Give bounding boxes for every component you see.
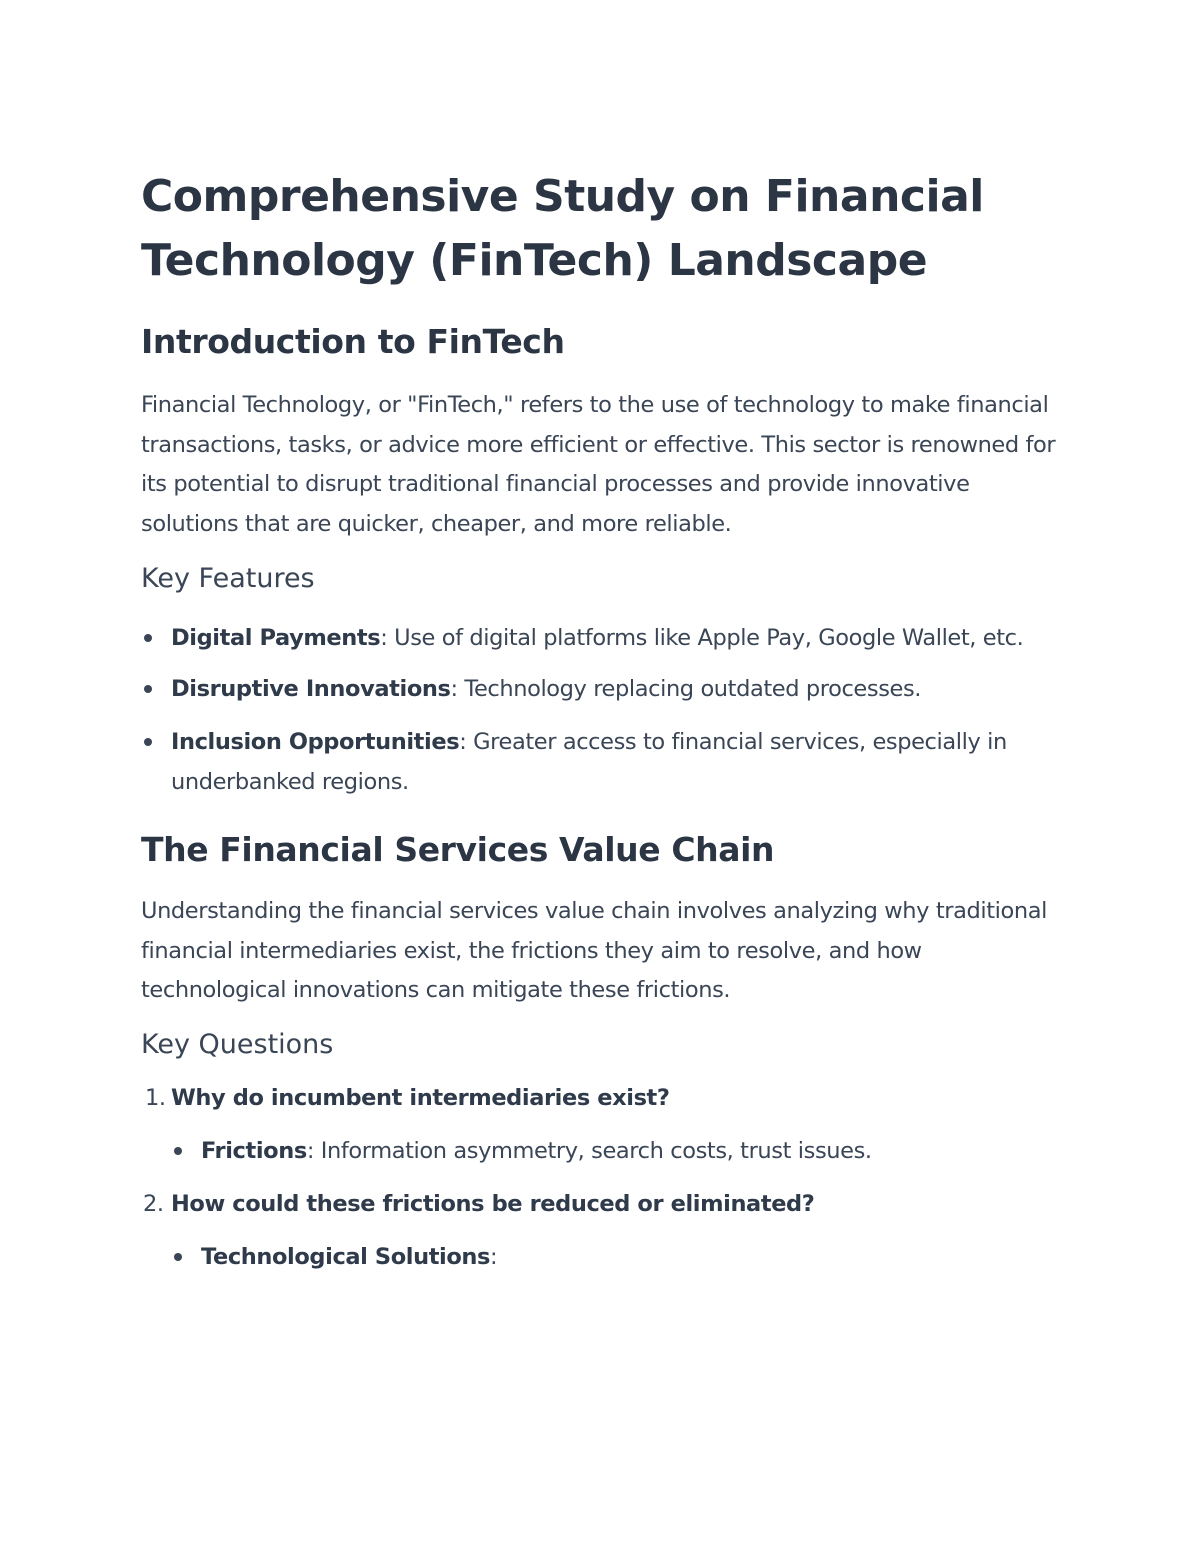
list-item	[141, 723, 1056, 802]
document-title: Comprehensive Study on Financial Technology (FinTech) Landscape	[141, 171, 984, 286]
subsection-heading-key-questions: Key Questions	[141, 1028, 334, 1060]
question-text: Why do incumbent intermediaries exist?	[171, 1084, 670, 1111]
question-item	[141, 1185, 1056, 1225]
subsection-heading-key-features: Key Features	[141, 563, 315, 594]
bullet-icon	[144, 634, 152, 642]
bullet-icon	[144, 738, 152, 746]
key-features-list	[141, 619, 1056, 802]
intro-paragraph: Financial Technology, or "FinTech," refers to the use of technology to make financial transactions, tasks, or advice more efficient or effective. This sector is renowned for its potential to disrupt traditional financial processes and provide innovative solutions that are quicker, cheaper, and more reliable.	[141, 392, 1056, 537]
feature-term: Digital Payments	[171, 625, 381, 651]
document-page	[141, 165, 1056, 1278]
section-heading-value-chain: The Financial Services Value Chain	[141, 830, 775, 869]
feature-term: Inclusion Opportunities	[171, 729, 460, 755]
list-item	[141, 619, 1056, 659]
feature-term: Disruptive Innovations	[171, 675, 451, 702]
question-text: How could these frictions be reduced or eliminated?	[171, 1190, 815, 1217]
question-item	[141, 1079, 1056, 1119]
question-number: 2.	[143, 1190, 164, 1217]
bullet-icon	[174, 1253, 182, 1261]
question-number: 1.	[145, 1084, 166, 1111]
sub-desc: :	[490, 1244, 498, 1270]
sub-desc: : Information asymmetry, search costs, trust issues.	[306, 1138, 872, 1164]
key-questions-list	[141, 1079, 1056, 1278]
bullet-icon	[174, 1147, 182, 1155]
sub-list-item	[141, 1132, 1056, 1172]
feature-desc: : Greater access to financial services, especially in underbanked regions.	[171, 729, 1007, 795]
section-heading-intro: Introduction to FinTech	[141, 322, 565, 361]
feature-desc: : Use of digital platforms like Apple Pay, Google Wallet, etc.	[380, 625, 1024, 651]
sub-list-item	[141, 1238, 1056, 1278]
sub-term: Frictions	[201, 1138, 307, 1164]
value-chain-paragraph: Understanding the financial services value chain involves analyzing why traditional financial intermediaries exist, the frictions they aim to resolve, and how technological innovations can mitigate these frictions.	[141, 898, 1047, 1003]
list-item	[141, 670, 1056, 710]
feature-desc: : Technology replacing outdated processes.	[450, 675, 922, 702]
bullet-icon	[144, 685, 152, 693]
sub-term: Technological Solutions	[201, 1244, 491, 1270]
